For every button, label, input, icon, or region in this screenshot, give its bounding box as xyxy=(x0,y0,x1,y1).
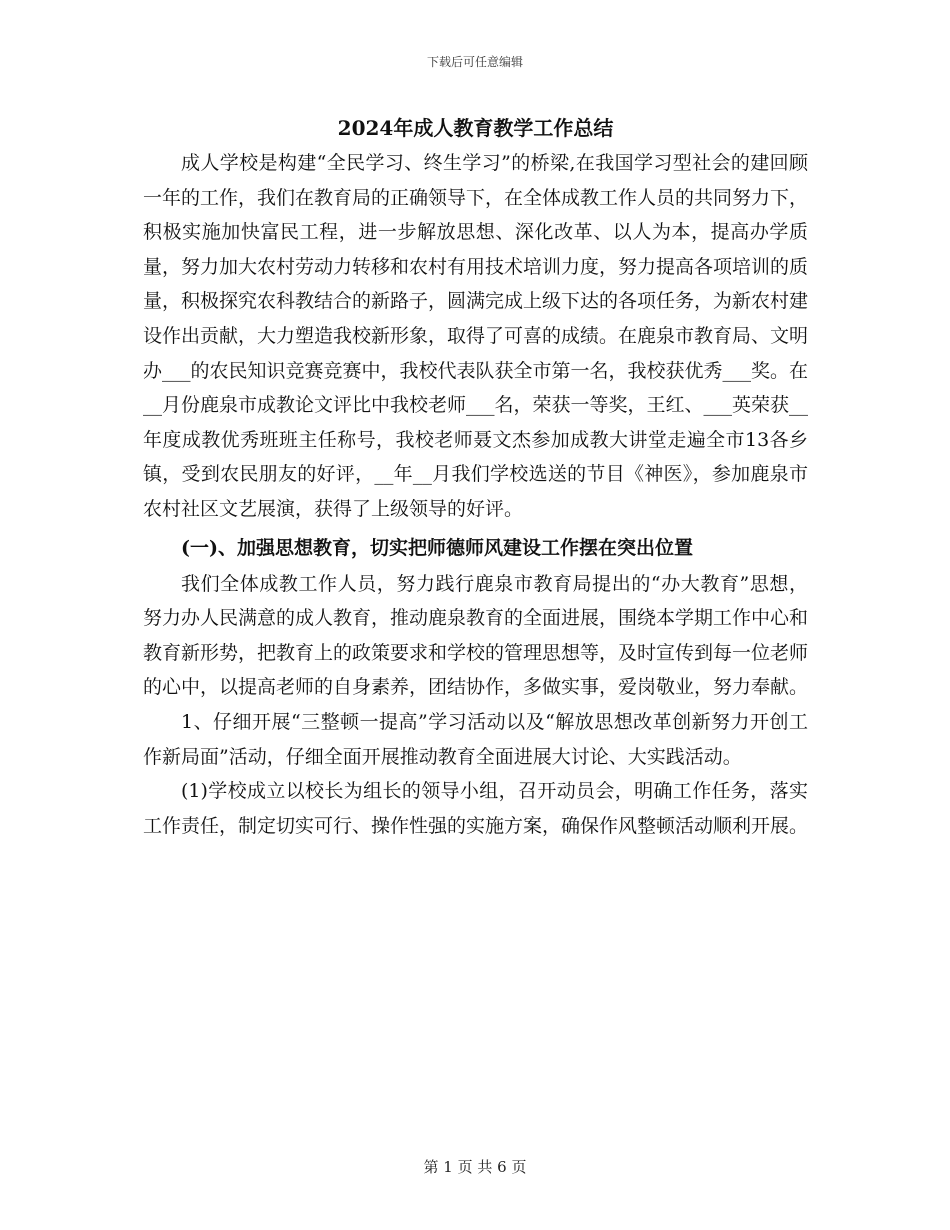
section-paragraph: (1)学校成立以校长为组长的领导小组，召开动员会，明确工作任务，落实工作责任，制定切实可行、操作性强的实施方案，确保作风整顿活动顺利开展。 xyxy=(143,780,809,837)
document-body xyxy=(143,110,808,843)
section-paragraph: 1、仔细开展“三整顿一提高”学习活动以及“解放思想改革创新努力开创工作新局面”活动，仔细全面开展推动教育全面进展大讨论、大实践活动。 xyxy=(143,710,808,768)
section-heading: (一)、加强思想教育，切实把师德师风建设工作摆在突出位置 xyxy=(181,536,693,559)
document-title: 2024年成人教育教学工作总结 xyxy=(337,116,614,140)
page-footer-page-number: 第 1 页 共 6 页 xyxy=(423,1158,527,1176)
page-header-note: 下载后可任意编辑 xyxy=(426,55,523,69)
intro-paragraph: 成人学校是构建“全民学习、终生学习”的桥梁,在我国学习型社会的建回顾一年的工作，我们在教育局的正确领导下，在全体成教工作人员的共同努力下，积极实施加快富民工程，进一步解放思想、深化改革、以人为本，提高办学质量，努力加大农村劳动力转移和农村有用技术培训力度，努力提高各项培训的质量，积极探究农科教结合的新路子，圆满完成上级下达的各项任务，为新农村建设作出贡献，大力塑造我校新形象，取得了可喜的成绩。在鹿泉市教育局、文明办___的农民知识竞赛竞赛中，我校代表队获全市第一名，我校获优秀___奖。在__月份鹿泉市成教论文评比中我校老师___名，荣获一等奖，王红、___英荣获__年度成教优秀班班主任称号，我校老师聂文杰参加成教大讲堂走遍全市13各乡镇，受到农民朋友的好评，__年__月我们学校选送的节目《神医》，参加鹿泉市农村社区文艺展演，获得了上级领导的好评。 xyxy=(143,152,809,520)
section-paragraph: 我们全体成教工作人员，努力践行鹿泉市教育局提出的“办大教育”思想，努力办人民满意的成人教育，推动鹿泉教育的全面进展，围绕本学期工作中心和教育新形势，把教育上的政策要求和学校的管理思想等，及时宣传到每一位老师的心中，以提高老师的自身素养，团结协作，多做实事，爱岗敬业，努力奉献。 xyxy=(143,572,809,699)
